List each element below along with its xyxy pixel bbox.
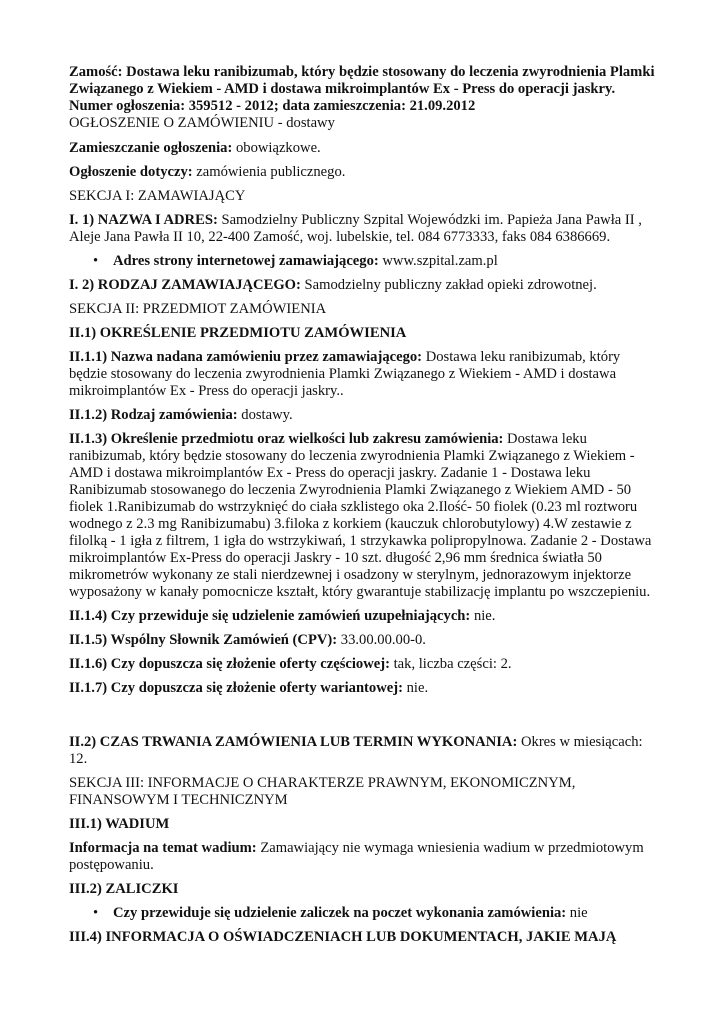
- section-ii14: [69, 608, 659, 625]
- zaliczki-item: [93, 905, 659, 922]
- section-iii2-heading-text: III.2) ZALICZKI: [69, 881, 179, 897]
- section-ii17-label: II.1.7) Czy dopuszcza się złożenie oferty wariantowej:: [69, 680, 403, 696]
- notice-title: [69, 64, 659, 132]
- posting-obligation: [69, 140, 659, 157]
- section-ii2: [69, 734, 659, 768]
- section-2-heading: SEKCJA II: PRZEDMIOT ZAMÓWIENIA: [69, 301, 327, 317]
- wadium-label: Informacja na temat wadium:: [69, 840, 257, 856]
- section-iii2-heading: [69, 881, 659, 898]
- notice-number-line: Numer ogłoszenia: 359512 - 2012; data zamieszczenia: 21.09.2012: [69, 98, 476, 114]
- section-ii11: [69, 349, 659, 400]
- section-ii2-label: II.2) CZAS TRWANIA ZAMÓWIENIA LUB TERMIN WYKONANIA:: [69, 734, 518, 750]
- bullet-icon: •: [93, 905, 99, 921]
- section-ii15-label: II.1.5) Wspólny Słownik Zamówień (CPV):: [69, 632, 338, 648]
- notice-title-lead: Zamość: Dostawa leku ranibizumab, który będzie stosowany do leczenia zwyrodnienia Plamki Związanego z Wiekiem - AMD i dostawa mikroimplantów Ex - Press do operacji jaskry.: [69, 64, 655, 97]
- website-label: Adres strony internetowej zamawiającego:: [113, 253, 379, 269]
- section-iii4-heading: [69, 929, 659, 946]
- spacer: [69, 704, 659, 734]
- section-ii11-label: II.1.1) Nazwa nadana zamówieniu przez zamawiającego:: [69, 349, 423, 365]
- section-ii13-label: II.1.3) Określenie przedmiotu oraz wielkości lub zakresu zamówienia:: [69, 431, 504, 447]
- notice-subtitle: OGŁOSZENIE O ZAMÓWIENIU - dostawy: [69, 115, 335, 131]
- section-i2-value: Samodzielny publiczny zakład opieki zdrowotnej.: [300, 277, 597, 293]
- section-ii13: [69, 431, 659, 601]
- notice-concerns-label: Ogłoszenie dotyczy:: [69, 164, 193, 180]
- notice-concerns: [69, 164, 659, 181]
- section-ii1-heading-text: II.1) OKREŚLENIE PRZEDMIOTU ZAMÓWIENIA: [69, 325, 407, 341]
- section-ii16-label: II.1.6) Czy dopuszcza się złożenie oferty częściowej:: [69, 656, 390, 672]
- section-i1-value: Samodzielny Publiczny Szpital Wojewódzki im. Papieża Jana Pawła II , Aleje Jana Pawła II 10, 22-400 Zamość, woj. lubelskie, tel. 084 6773333, faks 084 6386669.: [69, 212, 642, 245]
- wadium-value: Zamawiający nie wymaga wniesienia wadium w przedmiotowym postępowaniu.: [69, 840, 644, 873]
- notice-concerns-value: zamówienia publicznego.: [192, 164, 346, 180]
- section-1-heading: SEKCJA I: ZAMAWIAJĄCY: [69, 188, 246, 204]
- section-ii15-value: 33.00.00.00-0.: [337, 632, 426, 648]
- section-ii2-value: Okres w miesiącach: 12.: [69, 734, 643, 767]
- section-3-heading: SEKCJA III: INFORMACJE O CHARAKTERZE PRAWNYM, EKONOMICZNYM, FINANSOWYM I TECHNICZNYM: [69, 775, 576, 808]
- section-i1-name-address: [69, 212, 659, 246]
- zaliczki-label: Czy przewiduje się udzielenie zaliczek na poczet wykonania zamówienia:: [113, 905, 567, 921]
- posting-obligation-label: Zamieszczanie ogłoszenia:: [69, 140, 233, 156]
- section-ii1-heading: [69, 325, 659, 342]
- section-ii12-value: dostawy.: [237, 407, 293, 423]
- section-ii11-value: Dostawa leku ranibizumab, który będzie stosowany do leczenia zwyrodnienia Plamki Związanego z Wiekiem - AMD i dostawa mikroimplantów Ex - Press do operacji jaskry..: [69, 349, 621, 399]
- section-ii14-label: II.1.4) Czy przewiduje się udzielenie zamówień uzupełniających:: [69, 608, 471, 624]
- website-value: www.szpital.zam.pl: [378, 253, 498, 269]
- section-ii13-value: Dostawa leku ranibizumab, który będzie stosowany do leczenia zwyrodnienia Plamki Związanego z Wiekiem - AMD i dostawa mikroimplantów Ex - Press do operacji jaskry. Zadanie 1 - Dostawa leku Ranibizumab stosowanego do leczenia Zwyrodnienia Plamki Związanego z Wiekiem AMD - 50 fiolek 1.Ranibizumab do wstrzyknięć do ciała szklistego oka 2.Ilość- 50 fiolek (0.23 ml roztworu wodnego z 2.3 mg Ranibizumabu) 3.filoka z korkiem (kauczuk chlorobutylowy) 4.W zestawie z filolką - 1 igła z filtrem, 1 igła do wstrzykiwań, 1 strzykawka polipropylnowa. Zadanie 2 - Dostawa mikroimplantów Ex-Press do operacji Jaskry - 10 szt. długość 2,96 mm średnica światła 50 mikrometrów wykonany ze stali nierdzewnej i osadzony w sterylnym, jednorazowym injektorze wyposażony w kanały pomocnicze kształt, który gwarantuje stabilizację implantu po wszczepieniu.: [69, 431, 652, 600]
- document-content: [69, 64, 659, 953]
- zaliczki-value: nie: [566, 905, 588, 921]
- section-ii14-value: nie.: [470, 608, 496, 624]
- section-ii12-label: II.1.2) Rodzaj zamówienia:: [69, 407, 238, 423]
- website-list: [69, 253, 659, 270]
- section-iii1-heading: [69, 816, 659, 833]
- section-ii12: [69, 407, 659, 424]
- section-iii4-heading-text: III.4) INFORMACJA O OŚWIADCZENIACH LUB DOKUMENTACH, JAKIE MAJĄ: [69, 929, 617, 945]
- section-ii16-value: tak, liczba części: 2.: [389, 656, 512, 672]
- section-i2-type: [69, 277, 659, 294]
- section-ii16: [69, 656, 659, 673]
- section-ii17-value: nie.: [402, 680, 429, 696]
- section-i1-label: I. 1) NAZWA I ADRES:: [69, 212, 218, 228]
- posting-obligation-value: obowiązkowe.: [232, 140, 321, 156]
- zaliczki-list: [69, 905, 659, 922]
- section-i2-label: I. 2) RODZAJ ZAMAWIAJĄCEGO:: [69, 277, 301, 293]
- website-item: [93, 253, 659, 270]
- section-iii1-heading-text: III.1) WADIUM: [69, 816, 170, 832]
- wadium-info: [69, 840, 659, 874]
- bullet-icon: •: [93, 253, 99, 269]
- section-ii17: [69, 680, 659, 697]
- section-ii15: [69, 632, 659, 649]
